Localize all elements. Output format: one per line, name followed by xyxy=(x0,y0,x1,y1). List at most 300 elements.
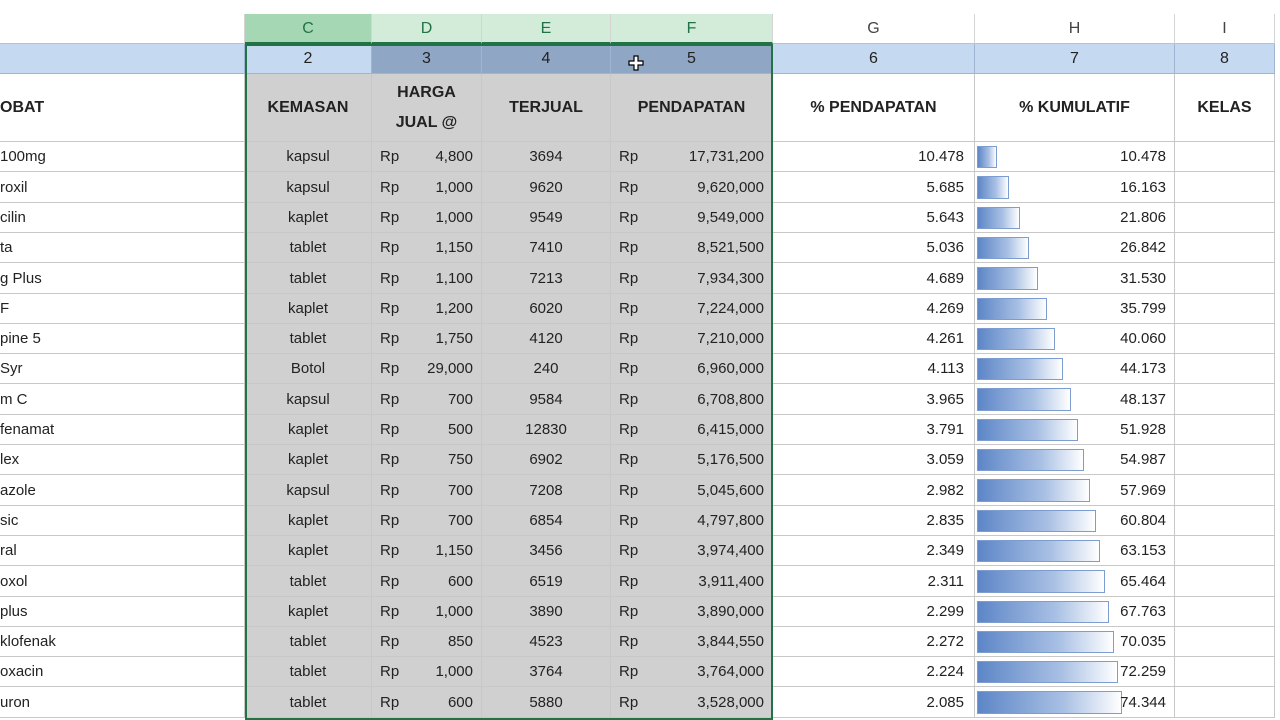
cell-kemasan[interactable] xyxy=(245,263,372,294)
cell-obat[interactable] xyxy=(0,415,245,445)
pendapatan-amount: 3,844,550 xyxy=(697,633,764,650)
cell-pendapatan[interactable] xyxy=(611,627,773,657)
pendapatan-amount: 7,210,000 xyxy=(697,330,764,347)
cell-pendapatan[interactable] xyxy=(611,384,773,415)
cell-pct[interactable] xyxy=(773,233,975,263)
terjual-value: 9549 xyxy=(529,209,563,226)
cell-kemasan[interactable] xyxy=(245,354,372,384)
cell-kemasan[interactable] xyxy=(245,627,372,657)
harga-amount: 1,150 xyxy=(435,239,473,256)
harga-amount: 29,000 xyxy=(427,360,473,377)
top-strip xyxy=(0,0,1280,14)
kumulatif-value: 67.763 xyxy=(1120,603,1166,620)
currency-label: Rp xyxy=(619,270,639,287)
terjual-value: 12830 xyxy=(525,421,567,438)
cell-kelas[interactable] xyxy=(1175,384,1275,415)
cell-kum[interactable] xyxy=(975,687,1175,718)
terjual-value: 4523 xyxy=(529,633,563,650)
cell-obat[interactable] xyxy=(0,566,245,597)
terjual-value: 7208 xyxy=(529,482,563,499)
cell-pct[interactable] xyxy=(773,415,975,445)
obat-name: roxil xyxy=(0,179,28,196)
terjual-value: 3456 xyxy=(529,542,563,559)
cell-kelas[interactable] xyxy=(1175,354,1275,384)
header-pct-pendapatan[interactable] xyxy=(773,74,975,142)
cell-pct[interactable] xyxy=(773,597,975,627)
cell-kelas[interactable] xyxy=(1175,597,1275,627)
cell-kum[interactable] xyxy=(975,324,1175,354)
kumulatif-value: 16.163 xyxy=(1120,179,1166,196)
data-bar xyxy=(977,661,1118,683)
currency-label: Rp xyxy=(380,360,400,377)
data-bar xyxy=(977,267,1038,290)
cell-terjual[interactable] xyxy=(482,597,611,627)
cell-kelas[interactable] xyxy=(1175,294,1275,324)
cell-kemasan[interactable] xyxy=(245,536,372,566)
pct-value: 5.036 xyxy=(926,239,964,256)
harga-amount: 850 xyxy=(447,633,473,650)
number-cell-obat[interactable] xyxy=(0,44,245,74)
cell-obat[interactable] xyxy=(0,657,245,687)
number-cell-h[interactable]: 7 xyxy=(975,44,1175,74)
cell-harga[interactable] xyxy=(372,324,482,354)
cell-pendapatan[interactable] xyxy=(611,354,773,384)
cell-harga[interactable] xyxy=(372,172,482,203)
cell-pct[interactable] xyxy=(773,687,975,718)
cell-pct[interactable] xyxy=(773,384,975,415)
pendapatan-amount: 6,415,000 xyxy=(697,421,764,438)
cell-terjual[interactable] xyxy=(482,627,611,657)
harga-amount: 1,000 xyxy=(435,179,473,196)
number-cell-g[interactable]: 6 xyxy=(773,44,975,74)
currency-label: Rp xyxy=(619,694,639,711)
cell-obat[interactable] xyxy=(0,475,245,506)
harga-amount: 4,800 xyxy=(435,148,473,165)
obat-name: g Plus xyxy=(0,270,42,287)
cell-kemasan[interactable] xyxy=(245,566,372,597)
cell-obat[interactable] xyxy=(0,172,245,203)
pct-value: 3.791 xyxy=(926,421,964,438)
cell-pct[interactable] xyxy=(773,627,975,657)
harga-amount: 1,000 xyxy=(435,663,473,680)
kumulatif-value: 70.035 xyxy=(1120,633,1166,650)
cell-kemasan[interactable] xyxy=(245,687,372,718)
cell-harga[interactable] xyxy=(372,536,482,566)
data-bar xyxy=(977,388,1071,411)
header-harga-jual[interactable] xyxy=(372,74,482,142)
cell-kemasan[interactable] xyxy=(245,475,372,506)
cell-pendapatan[interactable] xyxy=(611,263,773,294)
cell-kelas[interactable] xyxy=(1175,475,1275,506)
kemasan-value: tablet xyxy=(289,239,327,256)
cell-harga[interactable] xyxy=(372,294,482,324)
cell-kemasan[interactable] xyxy=(245,294,372,324)
currency-label: Rp xyxy=(380,421,400,438)
cell-pendapatan[interactable] xyxy=(611,687,773,718)
data-bar xyxy=(977,358,1063,380)
cell-pct[interactable] xyxy=(773,324,975,354)
harga-amount: 1,000 xyxy=(435,209,473,226)
obat-name: F xyxy=(0,300,10,317)
harga-amount: 1,150 xyxy=(435,542,473,559)
terjual-value: 240 xyxy=(533,360,559,377)
pct-value: 2.224 xyxy=(926,663,964,680)
pendapatan-amount: 3,974,400 xyxy=(697,542,764,559)
cell-kum[interactable] xyxy=(975,415,1175,445)
cell-harga[interactable] xyxy=(372,506,482,536)
cell-kemasan[interactable] xyxy=(245,415,372,445)
kumulatif-value: 51.928 xyxy=(1120,421,1166,438)
cell-obat[interactable] xyxy=(0,142,245,172)
currency-label: Rp xyxy=(619,330,639,347)
cell-terjual[interactable] xyxy=(482,354,611,384)
cell-terjual[interactable] xyxy=(482,384,611,415)
header-pendapatan[interactable] xyxy=(611,74,773,142)
cell-harga[interactable] xyxy=(372,142,482,172)
cell-pct[interactable] xyxy=(773,142,975,172)
cell-terjual[interactable] xyxy=(482,506,611,536)
number-cell-d[interactable]: 3 xyxy=(372,44,482,74)
header-terjual[interactable] xyxy=(482,74,611,142)
cell-kelas[interactable] xyxy=(1175,142,1275,172)
header-obat-label: OBAT xyxy=(0,98,45,116)
cell-harga[interactable] xyxy=(372,203,482,233)
cell-terjual[interactable] xyxy=(482,475,611,506)
kemasan-value: kaplet xyxy=(287,421,329,438)
obat-name: uron xyxy=(0,694,31,711)
cell-obat[interactable] xyxy=(0,324,245,354)
cell-harga[interactable] xyxy=(372,415,482,445)
pendapatan-amount: 5,176,500 xyxy=(697,451,764,468)
cell-kelas[interactable] xyxy=(1175,445,1275,475)
cell-pendapatan[interactable] xyxy=(611,415,773,445)
currency-label: Rp xyxy=(380,179,400,196)
kumulatif-value: 74.344 xyxy=(1120,694,1166,711)
pct-value: 2.835 xyxy=(926,512,964,529)
cell-kemasan[interactable] xyxy=(245,233,372,263)
pct-value: 3.965 xyxy=(926,391,964,408)
terjual-value: 7410 xyxy=(529,239,563,256)
pendapatan-amount: 6,960,000 xyxy=(697,360,764,377)
cell-harga[interactable] xyxy=(372,263,482,294)
currency-label: Rp xyxy=(380,239,400,256)
cell-obat[interactable] xyxy=(0,263,245,294)
cell-terjual[interactable] xyxy=(482,415,611,445)
harga-amount: 600 xyxy=(447,694,473,711)
cell-kemasan[interactable] xyxy=(245,597,372,627)
cell-obat[interactable] xyxy=(0,627,245,657)
pendapatan-amount: 6,708,800 xyxy=(697,391,764,408)
data-bar xyxy=(977,479,1090,502)
cell-kum[interactable] xyxy=(975,263,1175,294)
pendapatan-amount: 9,549,000 xyxy=(697,209,764,226)
cell-kemasan[interactable] xyxy=(245,657,372,687)
kemasan-value: tablet xyxy=(289,330,327,347)
kumulatif-value: 54.987 xyxy=(1120,451,1166,468)
terjual-value: 6854 xyxy=(529,512,563,529)
cell-pct[interactable] xyxy=(773,172,975,203)
currency-label: Rp xyxy=(619,451,639,468)
cell-pendapatan[interactable] xyxy=(611,536,773,566)
cell-kemasan[interactable] xyxy=(245,172,372,203)
currency-label: Rp xyxy=(380,330,400,347)
cell-kum[interactable] xyxy=(975,597,1175,627)
header-harga-line1: HARGA xyxy=(397,83,456,101)
column-header-h[interactable]: H xyxy=(975,14,1175,44)
data-bar xyxy=(977,237,1029,259)
cell-pendapatan[interactable] xyxy=(611,657,773,687)
cell-pendapatan[interactable] xyxy=(611,203,773,233)
cell-terjual[interactable] xyxy=(482,142,611,172)
number-cell-e[interactable]: 4 xyxy=(482,44,611,74)
pendapatan-amount: 7,224,000 xyxy=(697,300,764,317)
cell-kum[interactable] xyxy=(975,233,1175,263)
cell-pct[interactable] xyxy=(773,263,975,294)
cell-pct[interactable] xyxy=(773,203,975,233)
cell-kemasan[interactable] xyxy=(245,384,372,415)
cell-pendapatan[interactable] xyxy=(611,597,773,627)
cell-kelas[interactable] xyxy=(1175,263,1275,294)
header-pct-pendapatan-label: % PENDAPATAN xyxy=(810,98,937,116)
terjual-value: 4120 xyxy=(529,330,563,347)
cell-harga[interactable] xyxy=(372,384,482,415)
cell-kelas[interactable] xyxy=(1175,203,1275,233)
cell-kelas[interactable] xyxy=(1175,233,1275,263)
cell-kelas[interactable] xyxy=(1175,506,1275,536)
cell-terjual[interactable] xyxy=(482,445,611,475)
cell-kum[interactable] xyxy=(975,445,1175,475)
currency-label: Rp xyxy=(380,573,400,590)
data-bar xyxy=(977,631,1114,653)
harga-amount: 1,750 xyxy=(435,330,473,347)
data-bar xyxy=(977,601,1109,623)
header-obat[interactable] xyxy=(0,74,245,142)
cell-kemasan[interactable] xyxy=(245,203,372,233)
data-bar xyxy=(977,419,1078,441)
cell-harga[interactable] xyxy=(372,445,482,475)
header-kelas-label: KELAS xyxy=(1197,98,1252,116)
header-pct-kumulatif[interactable] xyxy=(975,74,1175,142)
cell-pendapatan[interactable] xyxy=(611,294,773,324)
header-kemasan[interactable] xyxy=(245,74,372,142)
harga-amount: 750 xyxy=(447,451,473,468)
column-header-f[interactable]: F xyxy=(611,14,773,44)
cell-harga[interactable] xyxy=(372,354,482,384)
cell-kum[interactable] xyxy=(975,536,1175,566)
currency-label: Rp xyxy=(619,209,639,226)
number-cell-f[interactable]: 5 xyxy=(611,44,773,74)
cell-pendapatan[interactable] xyxy=(611,233,773,263)
pendapatan-amount: 5,045,600 xyxy=(697,482,764,499)
cell-terjual[interactable] xyxy=(482,203,611,233)
cell-obat[interactable] xyxy=(0,354,245,384)
cell-kelas[interactable] xyxy=(1175,566,1275,597)
pct-value: 2.982 xyxy=(926,482,964,499)
obat-name: lex xyxy=(0,451,20,468)
currency-label: Rp xyxy=(380,512,400,529)
obat-name: oxacin xyxy=(0,663,44,680)
obat-name: 100mg xyxy=(0,148,46,165)
cell-pendapatan[interactable] xyxy=(611,506,773,536)
pct-value: 4.689 xyxy=(926,270,964,287)
currency-label: Rp xyxy=(619,300,639,317)
cell-kum[interactable] xyxy=(975,627,1175,657)
obat-name: cilin xyxy=(0,209,26,226)
cell-obat[interactable] xyxy=(0,536,245,566)
cell-terjual[interactable] xyxy=(482,294,611,324)
kemasan-value: kapsul xyxy=(286,179,330,196)
cell-harga[interactable] xyxy=(372,566,482,597)
cell-kelas[interactable] xyxy=(1175,687,1275,718)
cell-kum[interactable] xyxy=(975,506,1175,536)
cell-pendapatan[interactable] xyxy=(611,172,773,203)
cell-terjual[interactable] xyxy=(482,233,611,263)
pendapatan-amount: 3,528,000 xyxy=(697,694,764,711)
cell-kum[interactable] xyxy=(975,172,1175,203)
cell-obat[interactable] xyxy=(0,597,245,627)
terjual-value: 3694 xyxy=(529,148,563,165)
pendapatan-amount: 3,911,400 xyxy=(698,573,764,590)
currency-label: Rp xyxy=(380,300,400,317)
cell-kelas[interactable] xyxy=(1175,324,1275,354)
currency-label: Rp xyxy=(380,633,400,650)
kemasan-value: kaplet xyxy=(287,451,329,468)
cell-terjual[interactable] xyxy=(482,536,611,566)
cell-kum[interactable] xyxy=(975,657,1175,687)
cell-kemasan[interactable] xyxy=(245,506,372,536)
cell-obat[interactable] xyxy=(0,506,245,536)
cell-kelas[interactable] xyxy=(1175,172,1275,203)
cell-terjual[interactable] xyxy=(482,687,611,718)
cell-obat[interactable] xyxy=(0,687,245,718)
data-bar xyxy=(977,146,997,168)
cell-kelas[interactable] xyxy=(1175,415,1275,445)
cell-obat[interactable] xyxy=(0,384,245,415)
currency-label: Rp xyxy=(380,542,400,559)
cell-kum[interactable] xyxy=(975,294,1175,324)
kumulatif-value: 10.478 xyxy=(1120,148,1166,165)
cell-kelas[interactable] xyxy=(1175,657,1275,687)
kemasan-value: tablet xyxy=(289,633,327,650)
currency-label: Rp xyxy=(619,482,639,499)
cell-kemasan[interactable] xyxy=(245,445,372,475)
column-header-b[interactable] xyxy=(0,14,245,44)
cell-kelas[interactable] xyxy=(1175,627,1275,657)
kumulatif-value: 48.137 xyxy=(1120,391,1166,408)
cell-obat[interactable] xyxy=(0,294,245,324)
cell-harga[interactable] xyxy=(372,475,482,506)
cell-obat[interactable] xyxy=(0,445,245,475)
data-bar xyxy=(977,691,1122,714)
obat-name: ta xyxy=(0,239,13,256)
pct-value: 2.299 xyxy=(926,603,964,620)
data-bar xyxy=(977,328,1055,350)
header-kemasan-label: KEMASAN xyxy=(267,98,349,116)
header-kelas[interactable] xyxy=(1175,74,1275,142)
cell-obat[interactable] xyxy=(0,233,245,263)
cell-pct[interactable] xyxy=(773,506,975,536)
number-cell-c[interactable]: 2 xyxy=(245,44,372,74)
cell-pct[interactable] xyxy=(773,657,975,687)
harga-amount: 1,000 xyxy=(435,603,473,620)
cell-harga[interactable] xyxy=(372,687,482,718)
cell-pct[interactable] xyxy=(773,294,975,324)
kemasan-value: kapsul xyxy=(286,482,330,499)
cell-pendapatan[interactable] xyxy=(611,445,773,475)
kumulatif-value: 21.806 xyxy=(1120,209,1166,226)
cell-pct[interactable] xyxy=(773,566,975,597)
cell-terjual[interactable] xyxy=(482,172,611,203)
cell-pendapatan[interactable] xyxy=(611,475,773,506)
terjual-value: 6519 xyxy=(529,573,563,590)
kumulatif-value: 57.969 xyxy=(1120,482,1166,499)
column-header-c[interactable]: C xyxy=(245,14,372,44)
cell-kum[interactable] xyxy=(975,354,1175,384)
cell-kum[interactable] xyxy=(975,203,1175,233)
cell-kum[interactable] xyxy=(975,475,1175,506)
pct-value: 2.311 xyxy=(927,573,964,590)
cell-pct[interactable] xyxy=(773,354,975,384)
cell-kum[interactable] xyxy=(975,384,1175,415)
kemasan-value: kaplet xyxy=(287,542,329,559)
currency-label: Rp xyxy=(619,573,639,590)
currency-label: Rp xyxy=(380,270,400,287)
cell-kelas[interactable] xyxy=(1175,536,1275,566)
move-cursor-icon xyxy=(628,55,644,71)
data-bar xyxy=(977,449,1084,471)
cell-harga[interactable] xyxy=(372,597,482,627)
cell-pendapatan[interactable] xyxy=(611,566,773,597)
cell-pct[interactable] xyxy=(773,536,975,566)
cell-kemasan[interactable] xyxy=(245,142,372,172)
pendapatan-amount: 17,731,200 xyxy=(688,148,764,165)
kumulatif-value: 40.060 xyxy=(1120,330,1166,347)
currency-label: Rp xyxy=(619,421,639,438)
pendapatan-amount: 7,934,300 xyxy=(697,270,764,287)
cell-harga[interactable] xyxy=(372,233,482,263)
column-header-e[interactable]: E xyxy=(482,14,611,44)
cell-harga[interactable] xyxy=(372,627,482,657)
kumulatif-value: 63.153 xyxy=(1120,542,1166,559)
kumulatif-value: 35.799 xyxy=(1120,300,1166,317)
cell-pendapatan[interactable] xyxy=(611,142,773,172)
cell-terjual[interactable] xyxy=(482,657,611,687)
cell-pendapatan[interactable] xyxy=(611,324,773,354)
terjual-value: 3890 xyxy=(529,603,563,620)
cell-terjual[interactable] xyxy=(482,263,611,294)
kumulatif-value: 65.464 xyxy=(1120,573,1166,590)
cell-obat[interactable] xyxy=(0,203,245,233)
currency-label: Rp xyxy=(619,179,639,196)
cell-pct[interactable] xyxy=(773,445,975,475)
column-header-i[interactable]: I xyxy=(1175,14,1275,44)
number-cell-i[interactable]: 8 xyxy=(1175,44,1275,74)
header-pct-kumulatif-label: % KUMULATIF xyxy=(1019,98,1130,116)
kumulatif-value: 26.842 xyxy=(1120,239,1166,256)
terjual-value: 7213 xyxy=(529,270,563,287)
cell-harga[interactable] xyxy=(372,657,482,687)
cell-pct[interactable] xyxy=(773,475,975,506)
cell-terjual[interactable] xyxy=(482,324,611,354)
kemasan-value: tablet xyxy=(289,694,327,711)
cell-terjual[interactable] xyxy=(482,566,611,597)
cell-kum[interactable] xyxy=(975,566,1175,597)
column-header-d[interactable]: D xyxy=(372,14,482,44)
cell-kum[interactable] xyxy=(975,142,1175,172)
pct-value: 4.269 xyxy=(926,300,964,317)
cell-kemasan[interactable] xyxy=(245,324,372,354)
column-header-g[interactable]: G xyxy=(773,14,975,44)
